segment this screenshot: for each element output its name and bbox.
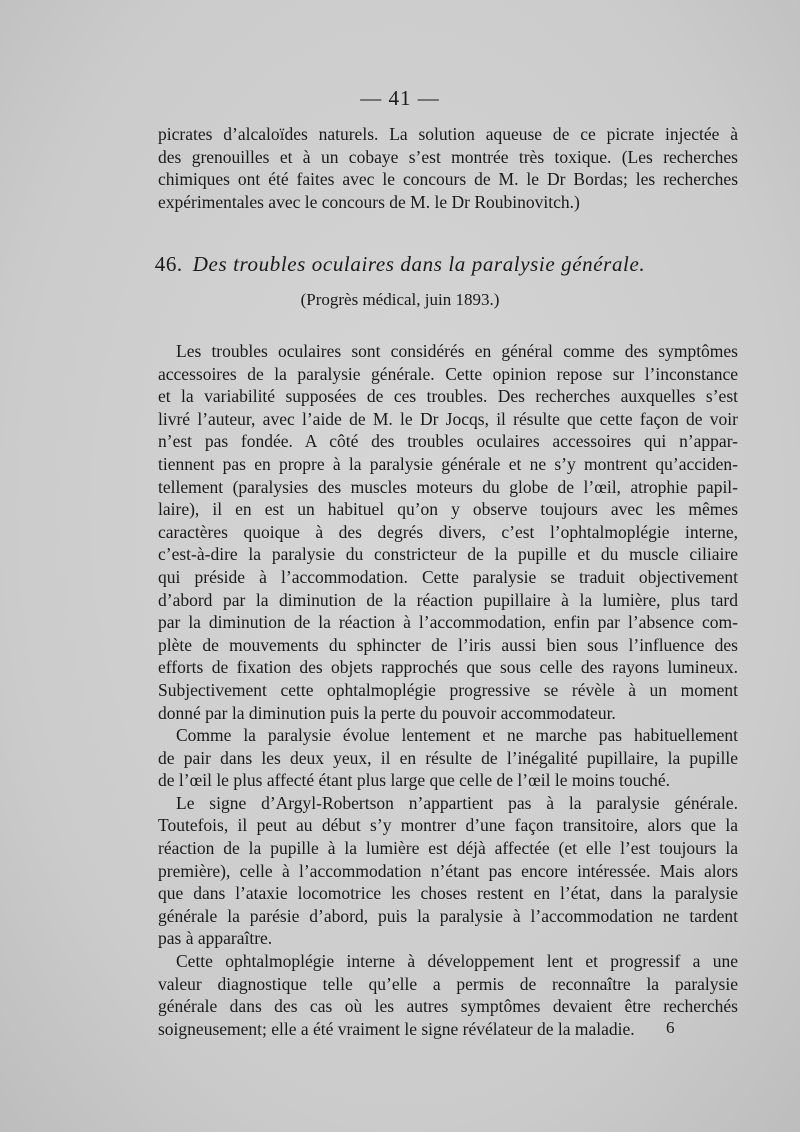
text-line: générale dans des cas où les autres symptômes devaient être recherchés (158, 996, 738, 1017)
section-source: (Progrès médical, juin 1893.) (300, 290, 500, 309)
text-line: donné par la diminution puis la perte du pouvoir accommodateur. (158, 702, 616, 723)
text-line: Subjectivement cette ophtalmoplégie progressive se révèle à un moment (158, 679, 738, 700)
text-line: d’abord par la diminution de la réaction pupillaire à la lumière, plus tard (158, 589, 738, 610)
text-line: que dans l’ataxie locomotrice les choses restent en l’état, dans la paralysie (158, 883, 738, 904)
section-heading (0, 252, 800, 277)
section-number: 46. (154, 252, 183, 276)
text-line: par la diminution de la réaction à l’accommodation, enfin par l’absence com- (158, 612, 738, 633)
text-line: n’est pas fondée. A côté des troubles oculaires accessoires qui n’appar- (158, 431, 738, 452)
text-line: Comme la paralysie évolue lentement et ne marche pas habituellement (176, 725, 738, 746)
text-line: caractères quoique à des degrés divers, c’est l’ophtalmoplégie interne, (158, 521, 738, 542)
text-line: Cette ophtalmoplégie interne à développement lent et progressif a une (176, 951, 738, 972)
text-line: soigneusement; elle a été vraiment le signe révélateur de la maladie. (158, 1018, 635, 1039)
text-line: générale la parésie d’abord, puis la paralysie à l’accommodation ne tardent (158, 905, 738, 926)
text-line: efforts de fixation des objets rapprochés que sous celle des rayons lumineux. (158, 657, 738, 678)
text-line: Le signe d’Argyl-Robertson n’appartient pas à la paralysie générale. (176, 792, 738, 813)
body-text (158, 340, 738, 1040)
text-line: des grenouilles et à un cobaye s’est montrée très toxique. (Les recherches (158, 146, 738, 167)
text-line: expérimentales avec le concours de M. le Dr Roubinovitch.) (158, 191, 580, 212)
text-line: laire), il en est un habituel qu’on y observe toujours avec les mêmes (158, 499, 738, 520)
page-number: — 41 — (360, 86, 440, 110)
text-line: qui préside à l’accommodation. Cette paralysie se traduit objectivement (158, 566, 738, 587)
text-line: livré l’auteur, avec l’aide de M. le Dr Jocqs, il résulte que cette façon de voir (158, 408, 738, 429)
text-line: et la variabilité supposées de ces troubles. Des recherches auxquelles s’est (158, 386, 738, 407)
section-title: Des troubles oculaires dans la paralysie générale. (192, 252, 646, 276)
text-line: tellement (paralysies des muscles moteurs du globe de l’œil, atrophie papil- (158, 476, 738, 497)
text-line: chimiques ont été faites avec le concours de M. le Dr Bordas; les recherches (158, 169, 738, 190)
text-line: Toutefois, il peut au début s’y montrer d’une façon transitoire, alors que la (158, 815, 738, 836)
text-line: picrates d’alcaloïdes naturels. La solution aqueuse de ce picrate injectée à (158, 124, 738, 144)
text-line: réaction de la pupille à la lumière est déjà affectée (et elle l’est toujours la (158, 838, 738, 859)
intro-paragraph (158, 123, 738, 213)
text-line: de pair dans les deux yeux, il en résulte de l’inégalité pupillaire, la pupille (158, 747, 738, 768)
text-line: accessoires de la paralysie générale. Cette opinion repose sur l’inconstance (158, 363, 738, 384)
text-line: pas à apparaître. (158, 928, 273, 949)
text-line: valeur diagnostique telle qu’elle a permis de reconnaître la paralysie (158, 973, 738, 994)
signature-mark: 6 (666, 1018, 675, 1037)
text-line: tiennent pas en propre à la paralysie générale et ne s’y montrent qu’acciden- (158, 453, 738, 474)
text-line: c’est-à-dire la paralysie du constricteur de la pupille et du muscle ciliaire (158, 544, 738, 565)
text-line: Les troubles oculaires sont considérés en général comme des symptômes (176, 341, 738, 361)
text-line: première), celle à l’accommodation n’étant pas encore intéressée. Mais alors (158, 860, 738, 881)
text-line: de l’œil le plus affecté étant plus large que celle de l’œil le moins touché. (158, 770, 671, 791)
text-line: plète de mouvements du sphincter de l’iris aussi bien sous l’influence des (158, 634, 738, 655)
